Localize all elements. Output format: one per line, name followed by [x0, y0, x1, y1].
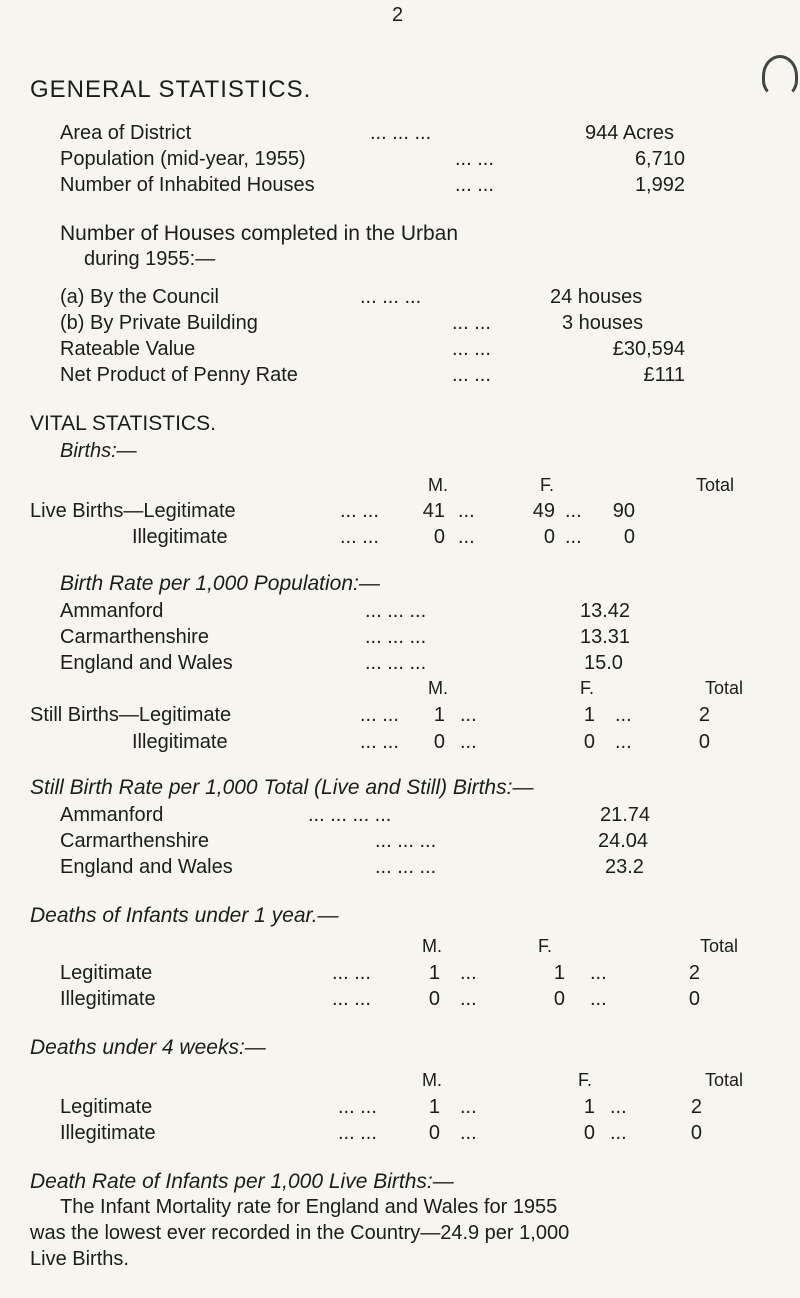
- live-illegit-m: 0: [433, 526, 445, 548]
- still-rate-carmarthenshire-label: Carmarthenshire: [60, 830, 209, 852]
- still-illegit-sep-2: ...: [615, 731, 632, 753]
- private-houses-label: (b) By Private Building: [60, 312, 258, 334]
- infant-legit-label: Legitimate: [60, 962, 153, 984]
- infant-rate-text-line-1: The Infant Mortality rate for England and Wales for 1955: [60, 1196, 558, 1218]
- weeks-illegit-m: 0: [428, 1122, 440, 1144]
- area-value: 944 Acres: [585, 122, 674, 144]
- birth-rate-england-value: 15.0: [584, 652, 623, 674]
- weeks-legit-total: 2: [690, 1096, 702, 1118]
- still-rate-carmarthenshire-value: 24.04: [598, 830, 649, 852]
- infant-illegit-dots: ... ...: [332, 988, 371, 1010]
- still-birth-rate-heading: Still Birth Rate per 1,000 Total (Live and Still) Births:—: [30, 776, 534, 799]
- weeks-legit-sep-2: ...: [610, 1096, 627, 1118]
- still-illegit-f: 0: [583, 731, 595, 753]
- weeks-deaths-heading: Deaths under 4 weeks:—: [30, 1036, 266, 1059]
- page-number: 2: [392, 4, 404, 26]
- infant-illegit-total: 0: [688, 988, 700, 1010]
- infant-legit-sep-2: ...: [590, 962, 607, 984]
- council-houses-value: 24 houses: [550, 286, 643, 308]
- houses-label: Number of Inhabited Houses: [60, 174, 315, 196]
- infant-legit-m: 1: [428, 962, 440, 984]
- population-dots: ... ...: [455, 148, 494, 170]
- houses-completed-heading: Number of Houses completed in the Urban: [60, 222, 459, 245]
- still-legit-f: 1: [583, 704, 595, 726]
- weeks-legit-m: 1: [428, 1096, 440, 1118]
- still-f-header: F.: [580, 678, 595, 698]
- still-legit-m: 1: [433, 704, 445, 726]
- still-illegit-m: 0: [433, 731, 445, 753]
- page-title: GENERAL STATISTICS.: [30, 76, 312, 103]
- infant-total-header: Total: [700, 936, 739, 956]
- infant-rate-text-line-2: was the lowest ever recorded in the Country—24.9 per 1,000: [30, 1222, 570, 1244]
- live-illegit-label: Illegitimate: [132, 526, 228, 548]
- still-rate-england-value: 23.2: [605, 856, 644, 878]
- weeks-m-header: M.: [422, 1070, 442, 1090]
- birth-rate-heading: Birth Rate per 1,000 Population:—: [60, 572, 380, 595]
- live-total-header: Total: [696, 475, 735, 495]
- live-illegit-total: 0: [623, 526, 635, 548]
- area-label: Area of District: [60, 122, 192, 144]
- weeks-illegit-sep-1: ...: [460, 1122, 477, 1144]
- infant-deaths-heading: Deaths of Infants under 1 year.—: [30, 904, 339, 927]
- still-rate-england-label: England and Wales: [60, 856, 233, 878]
- still-illegit-dots: ... ...: [360, 731, 399, 753]
- penny-rate-value: £111: [643, 364, 685, 386]
- infant-illegit-sep-2: ...: [590, 988, 607, 1010]
- houses-completed-subheading: during 1955:—: [84, 248, 216, 270]
- council-houses-dots: ... ... ...: [360, 286, 422, 308]
- live-legit-m: 41: [422, 500, 445, 522]
- birth-rate-carmarthenshire-value: 13.31: [580, 626, 631, 648]
- infant-illegit-label: Illegitimate: [60, 988, 156, 1010]
- live-m-header: M.: [428, 475, 448, 495]
- infant-m-header: M.: [422, 936, 442, 956]
- still-legit-sep-1: ...: [460, 704, 477, 726]
- rateable-value-dots: ... ...: [452, 338, 491, 360]
- council-houses-label: (a) By the Council: [60, 286, 219, 308]
- penny-rate-dots: ... ...: [452, 364, 491, 386]
- still-births-legitimate-label: Still Births—Legitimate: [30, 704, 232, 726]
- weeks-illegit-dots: ... ...: [338, 1122, 377, 1144]
- infant-f-header: F.: [538, 936, 553, 956]
- weeks-legit-f: 1: [583, 1096, 595, 1118]
- live-illegit-f: 0: [543, 526, 555, 548]
- weeks-illegit-f: 0: [583, 1122, 595, 1144]
- weeks-total-header: Total: [705, 1070, 744, 1090]
- live-legit-total: 90: [612, 500, 635, 522]
- infant-death-rate-heading: Death Rate of Infants per 1,000 Live Births:—: [30, 1170, 454, 1193]
- weeks-illegit-total: 0: [690, 1122, 702, 1144]
- live-legit-f: 49: [532, 500, 555, 522]
- weeks-f-header: F.: [578, 1070, 593, 1090]
- still-legit-sep-2: ...: [615, 704, 632, 726]
- houses-dots: ... ...: [455, 174, 494, 196]
- birth-rate-ammanford-dots: ... ... ...: [365, 600, 427, 622]
- penny-rate-label: Net Product of Penny Rate: [60, 364, 298, 386]
- population-value: 6,710: [634, 148, 685, 170]
- population-label: Population (mid-year, 1955): [60, 148, 306, 170]
- live-legit-dots: ... ...: [340, 500, 379, 522]
- still-illegit-total: 0: [698, 731, 710, 753]
- weeks-illegit-label: Illegitimate: [60, 1122, 156, 1144]
- infant-legit-total: 2: [688, 962, 700, 984]
- private-houses-value: 3 houses: [562, 312, 644, 334]
- still-illegit-label: Illegitimate: [132, 731, 228, 753]
- infant-illegit-f: 0: [553, 988, 565, 1010]
- weeks-illegit-sep-2: ...: [610, 1122, 627, 1144]
- live-legit-sep-2: ...: [565, 500, 582, 522]
- birth-rate-carmarthenshire-label: Carmarthenshire: [60, 626, 209, 648]
- weeks-legit-label: Legitimate: [60, 1096, 153, 1118]
- vital-statistics-title: VITAL STATISTICS.: [30, 412, 216, 435]
- live-legit-sep-1: ...: [458, 500, 475, 522]
- still-rate-england-dots: ... ... ...: [375, 856, 437, 878]
- still-illegit-sep-1: ...: [460, 731, 477, 753]
- still-m-header: M.: [428, 678, 448, 698]
- still-rate-ammanford-value: 21.74: [600, 804, 651, 826]
- weeks-legit-sep-1: ...: [460, 1096, 477, 1118]
- still-rate-ammanford-label: Ammanford: [60, 804, 164, 826]
- infant-illegit-sep-1: ...: [460, 988, 477, 1010]
- private-houses-dots: ... ...: [452, 312, 491, 334]
- corner-mark-icon: [762, 55, 798, 97]
- still-legit-total: 2: [698, 704, 710, 726]
- births-heading: Births:—: [60, 440, 137, 462]
- rateable-value-label: Rateable Value: [60, 338, 196, 360]
- birth-rate-england-dots: ... ... ...: [365, 652, 427, 674]
- area-dots: ... ... ...: [370, 122, 432, 144]
- live-f-header: F.: [540, 475, 555, 495]
- still-total-header: Total: [705, 678, 744, 698]
- infant-legit-f: 1: [553, 962, 565, 984]
- birth-rate-ammanford-label: Ammanford: [60, 600, 164, 622]
- infant-legit-dots: ... ...: [332, 962, 371, 984]
- weeks-legit-dots: ... ...: [338, 1096, 377, 1118]
- still-rate-carmarthenshire-dots: ... ... ...: [375, 830, 437, 852]
- still-legit-dots: ... ...: [360, 704, 399, 726]
- live-illegit-dots: ... ...: [340, 526, 379, 548]
- live-illegit-sep-2: ...: [565, 526, 582, 548]
- birth-rate-carmarthenshire-dots: ... ... ...: [365, 626, 427, 648]
- live-illegit-sep-1: ...: [458, 526, 475, 548]
- birth-rate-ammanford-value: 13.42: [580, 600, 631, 622]
- rateable-value-value: £30,594: [612, 338, 685, 360]
- birth-rate-england-label: England and Wales: [60, 652, 233, 674]
- houses-value: 1,992: [634, 174, 685, 196]
- infant-rate-text-line-3: Live Births.: [30, 1248, 129, 1270]
- infant-illegit-m: 0: [428, 988, 440, 1010]
- live-births-legitimate-label: Live Births—Legitimate: [30, 500, 236, 522]
- infant-legit-sep-1: ...: [460, 962, 477, 984]
- still-rate-ammanford-dots: ... ... ... ...: [308, 804, 392, 826]
